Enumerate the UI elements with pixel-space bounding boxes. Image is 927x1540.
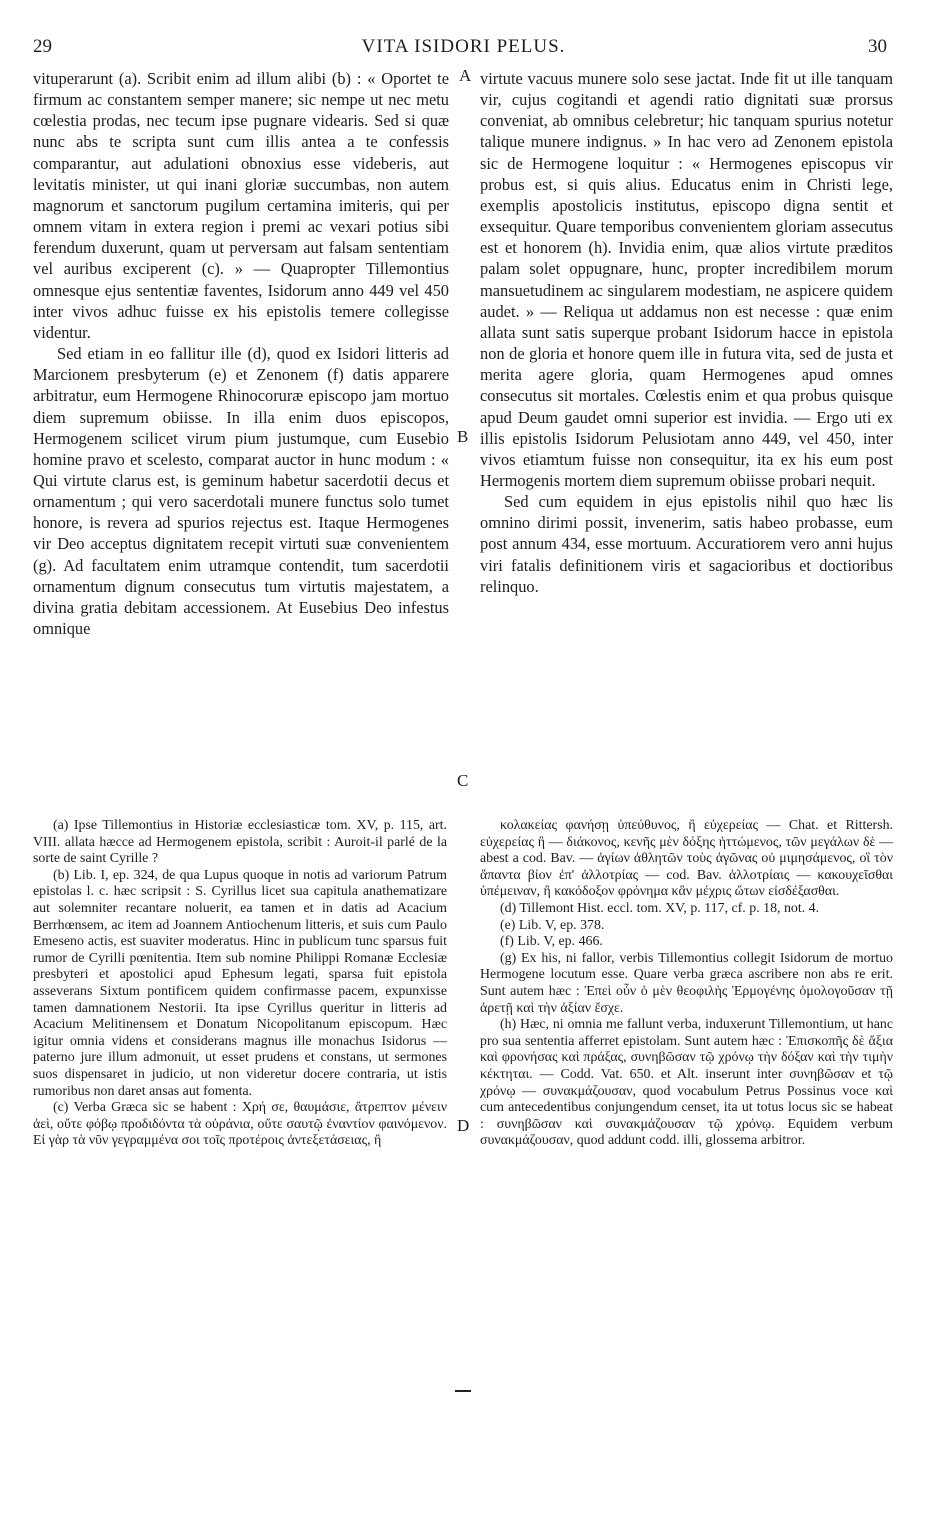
running-header — [0, 36, 927, 60]
paragraph: Sed etiam in eo fallitur ille (d), quod ex Isidori litteris ad Marcionem presbyterum (e) et Zenonem (f) datis apparere arbitratur, eum Hermogene Rhinocoruræ episcopo jam mortuo diem supremum obiisse. In illa enim duos episcopos, Hermogenem scilicet virum pium justumque, cum Eusebio homine pravo et scelesto, comparat auctor in hunc modum : « Qui virtute clarus est, is geminum habetur sacerdotii decus et ornamentum ; qui vero sacerdotali munere functus solo tumet honore, is revera ad spurios rejectus est. Itaque Hermogenes vir Deo acceptus dignitatem recepit virtuti suæ convenientem (g). Ad facultatem enim utramque contendit, tum sacerdotii ornamentum dignum consecutus tum virtutis majestatem, a divina gratia debitam accessionem. At Eusebius Deo infestus omnique — [33, 344, 449, 639]
page-number-left: 29 — [33, 36, 52, 57]
page-end-rule — [455, 1390, 471, 1392]
footnote: (g) Ex his, ni fallor, verbis Tillemontius collegit Isidorum de mortuo Hermogene locutum esse. Quare verba græca ascribere non abs re erit. Sunt autem hæc : Ἐπεὶ οὖν ὁ μὲν θεοφιλὴς Ἑρμογένης ὁμολογοῦσαν τῇ ἀρετῇ καὶ τὴν ἀξίαν ἔσχε. — [480, 950, 893, 1016]
footnote: (e) Lib. V, ep. 378. — [500, 917, 605, 933]
margin-letter-a: A — [459, 66, 472, 85]
footnotes-left-column — [33, 818, 447, 1150]
footnote: (c) Verba Græca sic se habent : Χρή σε, θαυμάσιε, ἄτρεπτον μένειν ἀεὶ, οὔτε φόβῳ προδιδόντα τὰ οὐράνια, οὔτε σαυτῷ ἐναντίον φαινόμενον. Εἰ γὰρ τὰ νῦν γεγραμμένα σοι τοῖς προτέροις ἀντεξετάσειας, ἢ — [33, 1100, 447, 1149]
footnote: (d) Tillemont Hist. eccl. tom. XV, p. 117, cf. p. 18, not. 4. — [500, 900, 820, 916]
margin-letter-b: B — [457, 427, 469, 446]
paragraph: Sed cum equidem in ejus epistolis nihil quo hæc lis omnino dirimi possit, invenerim, satis habeo probasse, eum post annum 434, esse mortuum. Accuratiorem vero anni hujus viri fatalis definitionem viris et sagacioribus et doctioribus relinquo. — [480, 492, 893, 596]
footnote: (f) Lib. V, ep. 466. — [500, 934, 603, 950]
page-number-right: 30 — [868, 36, 887, 57]
footnote: (b) Lib. I, ep. 324, de qua Lupus quoque in notis ad variorum Patrum epistolas l. c. hæc scripsit : S. Cyrillus licet sua capitula anathematizare aut solemniter recantare noluerit, ea tamen et in datis ad Acacium Berrhœnsem, ac item ad Joannem Antiochenum litteris, et suis cum Paulo Emeseno actis, est suaviter moderatus. Hinc in publicum tunc sparsus fuit rumor de Cyrilli pœnitentia. Item sub nomine Philippi Romanæ Ecclesiæ presbyteri et apostolici apud Ephesum legati, sparsa fuit epistola asseverans Sixtum pontificem quidem confirmasse pacem, expunxisse tamen damnationem Nestorii. Ita ipse Cyrillus queritur in litteris ad Acacium Melitinensem et Donatum Nicopolitanum episcopum. Hæc igitur omnia videns et considerans magnus ille monachus Isidorus — paterno jure illum admonuit, ut esset prudens et constans, ut sermones suos dispensaret in judicio, ut non videretur docere contraria, ut istis rumoribus non daret ansas aut fomenta. — [33, 867, 447, 1099]
running-title: VITA ISIDORI PELUS. — [361, 36, 566, 57]
paragraph: vituperarunt (a). Scribit enim ad illum alibi (b) : « Oportet te firmum ac constantem semper manere; sic nempe ut nec metu cœlestia prodas, nec tecum ipse pugnare videaris. Sed si quæ nunc abs te scripta sunt cum illis antea a te confessis comparantur, aut adulationi obnoxius esse videberis, aut levitatis minister, ut qui inani gloriæ succumbas, non autem magnorum et sanctorum pugilum certamina imiteris, qui per omnem vitam in extera region i premi ac vexari potius sibi ferendum duxerunt, quam ut perversam aut falsam sententiam vel auribus exciperent (c). » — Quapropter Tillemontius omnesque ejus sententiæ faventes, Isidorum anno 449 vel 450 inter vivos adhuc fuisse ex his epistolis temere collegisse videntur. — [33, 69, 449, 342]
footnote: (a) Ipse Tillemontius in Historiæ ecclesiasticæ tom. XV, p. 115, art. VIII. allata hæcce ad Hermogenem epistola, scribit : Auroit-il parlé de la sorte de saint Cyrille ? — [33, 818, 447, 867]
footnote: (h) Hæc, ni omnia me fallunt verba, induxerunt Tillemontium, ut hanc pro sua sententia afferret epistolam. Sunt autem hæc : Ἐπισκοπῆς δὲ ἄξια καὶ φρονήσας καὶ πράξας, συνηβῶσαν τῷ χρόνῳ τὴν δόξαν καὶ τὴν τιμὴν κέκτηται. — Codd. Vat. 650. et Alt. inserunt inter συνηβῶσαν et τῷ χρόνῳ — συνακμάζουσαν, quod vocabulum Petrus Possinus voce καὶ cum antecedentibus conjungendum censet, ita ut totus locus sic se habeat : συνηβῶσαν καὶ συνακμάζουσαν τῷ χρόνῳ. Equidem verbum συνακμάζουσαν, quod addunt codd. illi, glossema arbitror. — [480, 1017, 893, 1149]
margin-letter-c: C — [457, 771, 469, 790]
footnote: κολακείας φανήσῃ ὑπεύθυνος, ἢ εὐχερείας — Chat. et Rittersh. εὐχερείας ἢ — διάκονος, κενῆς μὲν δόξης ἡττώμενος, τῶν μεγάλων δὲ — abest a cod. Bav. — ἁγίων ἀθλητῶν τοὺς ἀγῶνας οὐ μιμησάμενος, οἳ τὸν ἅπαντα βίον ἐπ' ἀλλοτρίας — cod. Bav. ἀλλοτρίαις — κακουχεῖσθαι ὑπέμειναν, ἢ κακόδοξον φρόνημα κἂν μέχρις ὤτων εἰσδέξασθαι. — [480, 818, 893, 900]
main-text-right-column — [480, 68, 893, 597]
margin-letter-d: D — [457, 1116, 470, 1135]
footnotes-right-column — [480, 818, 893, 1150]
paragraph: virtute vacuus munere solo sese jactat. Inde fit ut ille tanquam vir, cujus cogitandi et agendi ratio dignitati suæ prorsus conveniat, ab omnibus celebretur; hic tanquam spurius notetur talique munere indignus. » In hac vero ad Zenonem epistola sic de Hermogene loquitur : « Hermogenes episcopus vir probus est, si quis alius. Educatus enim in Christi lege, exemplis apostolicis institutus, episcopo digna sentit et exsequitur. Quare temporibus convenientem gloriam assecutus est et honorem (h). Invidia enim, quæ alios virtute præditos palam solet oppugnare, hunc, propter incredibilem morum mansuetudinem ac singularem modestiam, ne aspicere quidem audet. » — Reliqua ut addamus non est necesse : quæ enim allata sunt satis superque probant Isidorum hacce in epistola non de gloria et honore quem ille in futura vita, sed de justa et merita agere gloria, quam Hermogenes apud omnes consecutus sit mortales. Cœlestis enim et qua probus quisque apud Deum gaudet omni superior est invidia. — Ergo uti ex illis epistolis Isidorum Pelusiotam anno 449, vel 450, inter vivos etiamtum fuisse non consequitur, ita ex his eum post Hermogenis mortem diem supremum obiisse probari nequit. — [480, 69, 893, 490]
main-text-left-column — [33, 68, 449, 639]
